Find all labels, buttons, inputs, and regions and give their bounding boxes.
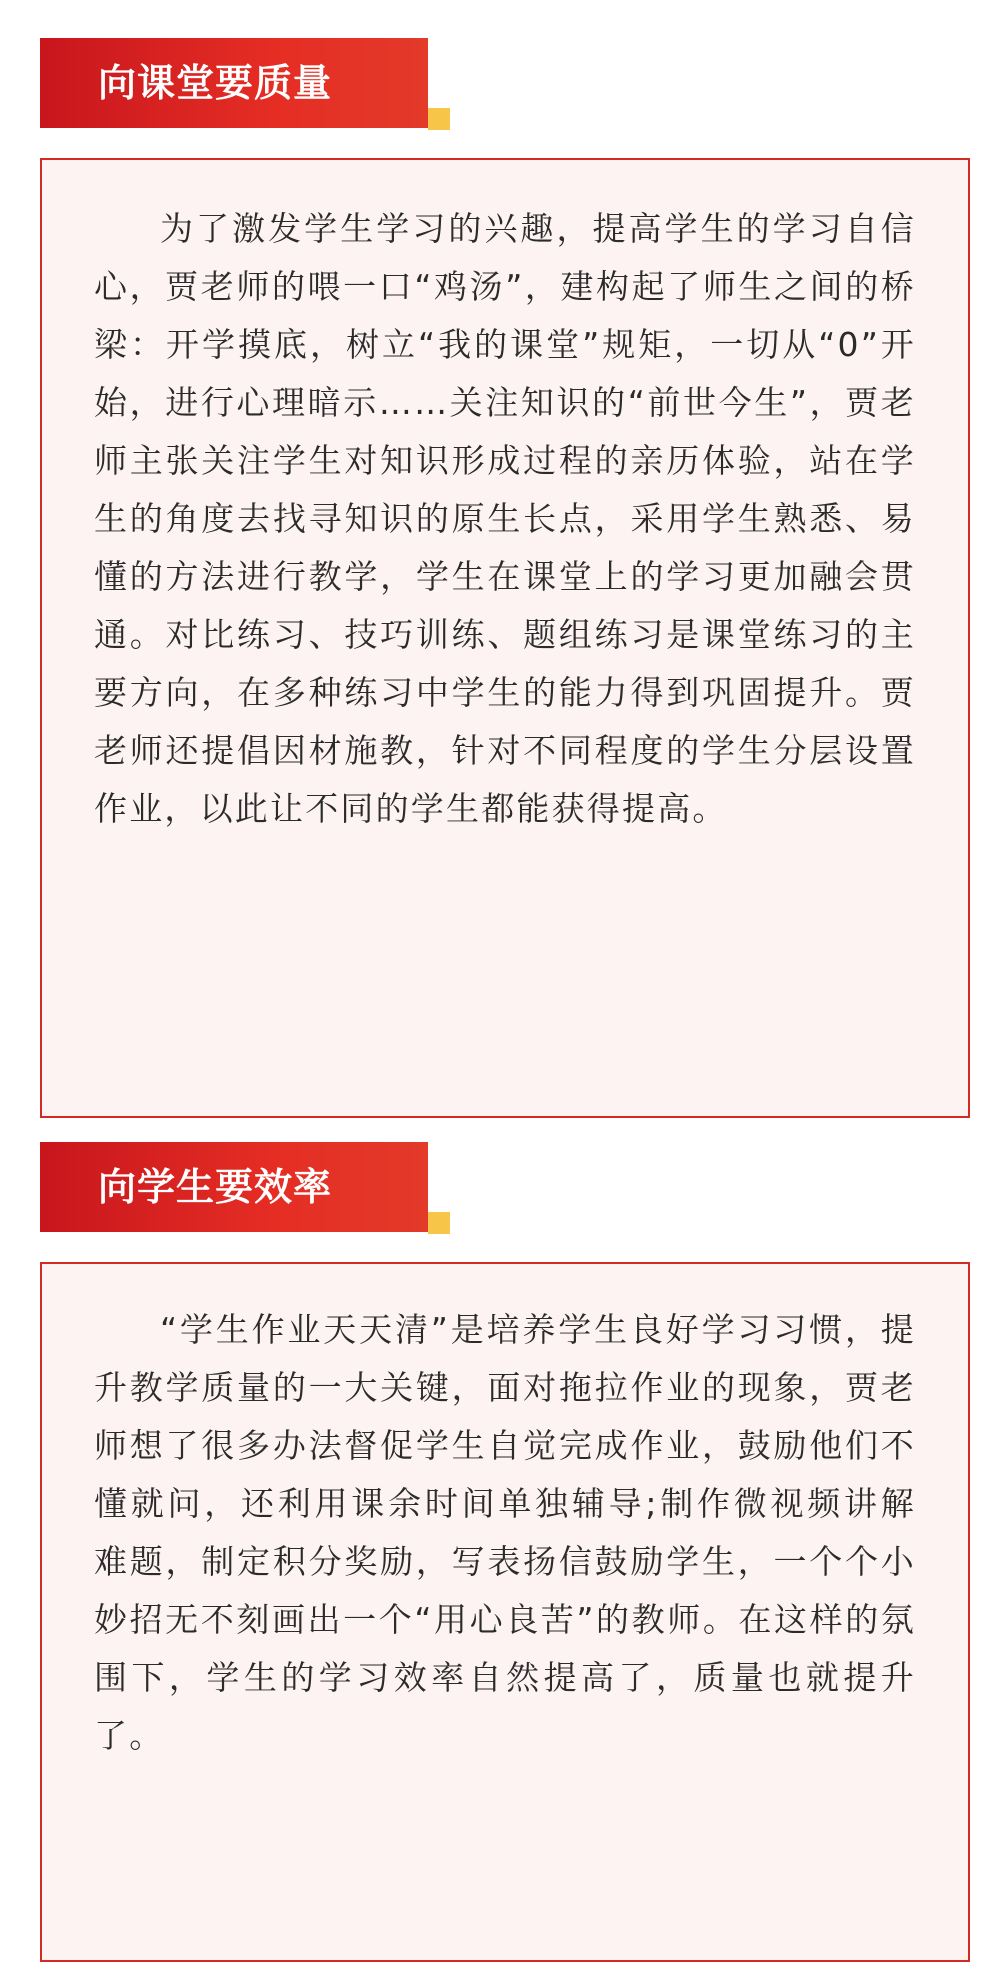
section-body-text: 为了激发学生学习的兴趣，提高学生的学习自信心，贾老师的喂一口“鸡汤”，建构起了师生之间的桥梁：开学摸底，树立“我的课堂”规矩，一切从“0”开始，进行心理暗示……关注知识的“前世今生”，贾老师主张关注学生对知识形成过程的亲历体验，站在学生的角度去找寻知识的原生长点，采用学生熟悉、易懂的方法进行教学，学生在课堂上的学习更加融会贯通。对比练习、技巧训练、题组练习是课堂练习的主要方向，在多种练习中学生的能力得到巩固提升。贾老师还提倡因材施教，针对不同程度的学生分层设置作业，以此让不同的学生都能获得提高。 <box>94 209 916 828</box>
header-accent-square <box>428 1212 450 1234</box>
section-header-student-efficiency <box>40 1142 432 1234</box>
content-box-classroom-quality <box>40 158 970 1118</box>
section-title: 向学生要效率 <box>98 1165 333 1209</box>
header-accent-square <box>428 108 450 130</box>
section-title: 向课堂要质量 <box>98 61 333 105</box>
section-header-classroom-quality <box>40 38 432 130</box>
section-body-text: “学生作业天天清”是培养学生良好学习习惯，提升教学质量的一大关键，面对拖拉作业的现象，贾老师想了很多办法督促学生自觉完成作业，鼓励他们不懂就问，还利用课余时间单独辅导;制作微视频讲解难题，制定积分奖励，写表扬信鼓励学生，一个个小妙招无不刻画出一个“用心良苦”的教师。在这样的氛围下，学生的学习效率自然提高了，质量也就提升了。 <box>94 1310 916 1755</box>
content-box-student-efficiency <box>40 1262 970 1962</box>
